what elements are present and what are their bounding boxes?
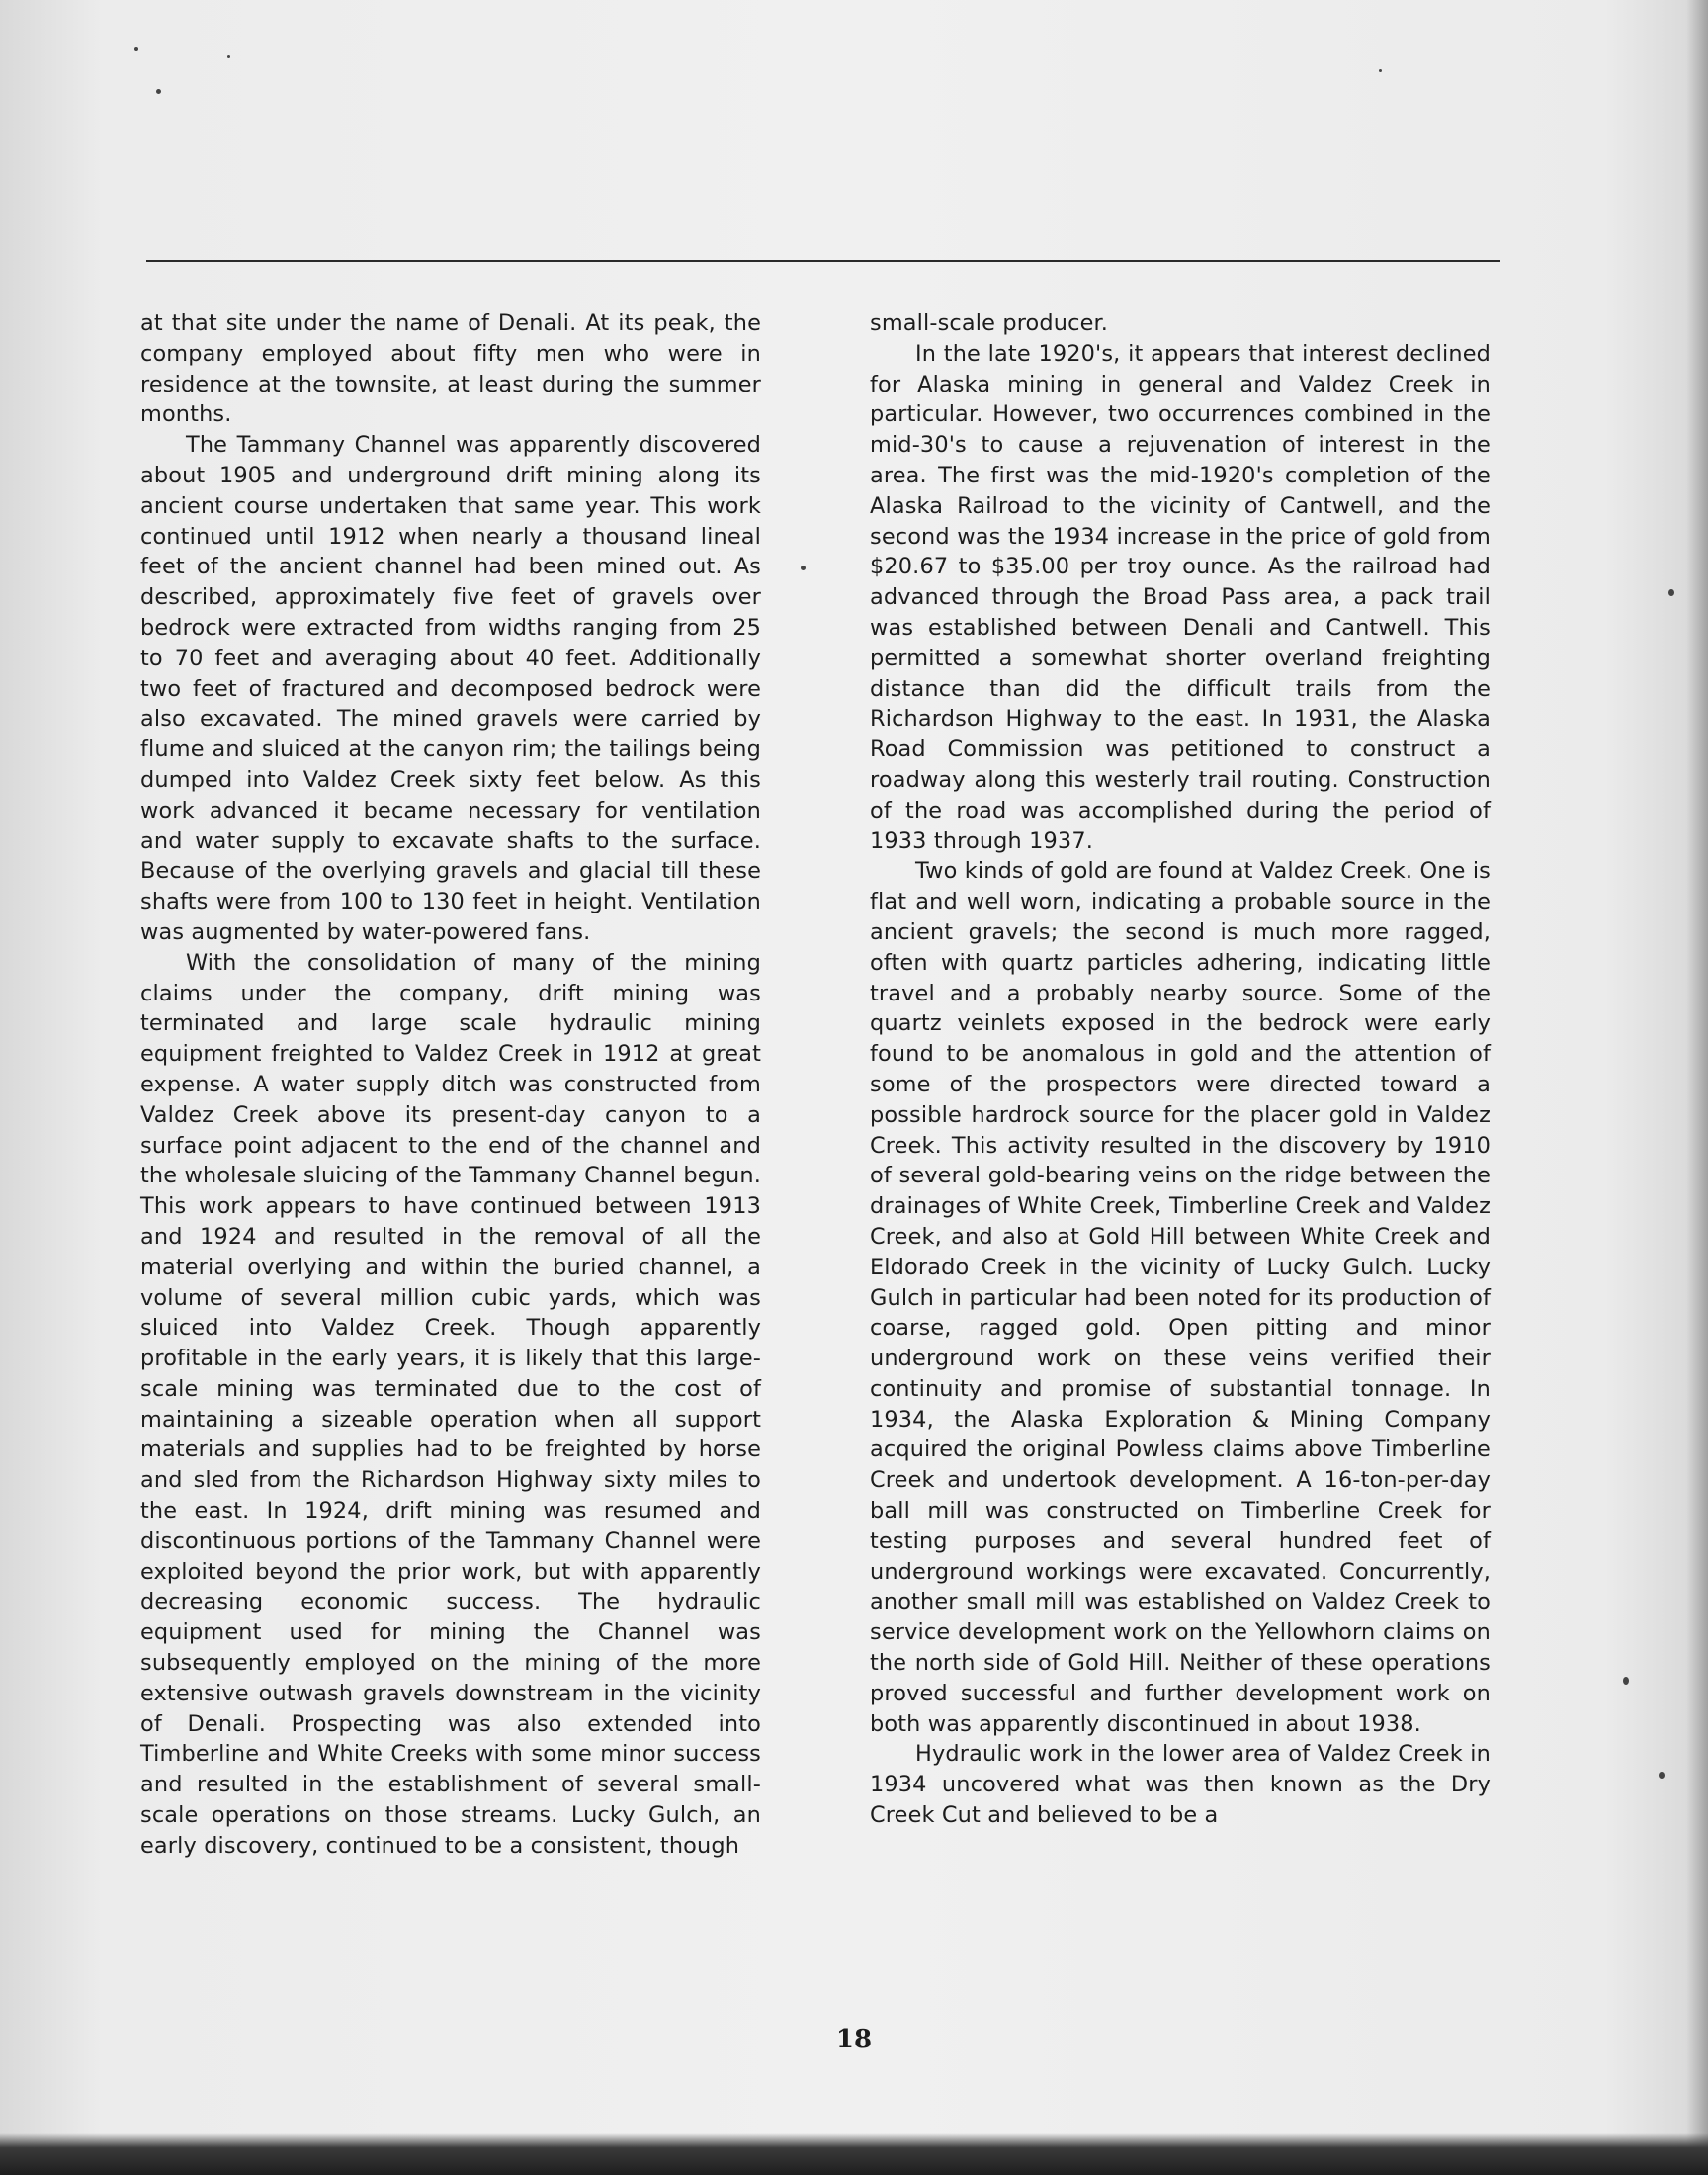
- scan-speck: [134, 47, 138, 51]
- scan-bottom-shadow: [0, 2133, 1708, 2175]
- scan-speck: [156, 89, 161, 94]
- text-column-right: [870, 308, 1491, 1831]
- scan-speck: [801, 566, 806, 570]
- scan-speck: [227, 55, 230, 58]
- paragraph: Hydraulic work in the lower area of Valdez Creek in 1934 uncovered what was then known as the Dry Creek Cut and believed to be a: [870, 1741, 1491, 1829]
- paragraph: In the late 1920's, it appears that interest declined for Alaska mining in general and Valdez Creek in particular. However, two occurrences combined in the mid-30's to cause a rejuvenation of interest in the area. The first was the mid-1920's completion of the Alaska Railroad to the vicinity of Cantwell, and the second was the 1934 increase in the price of gold from $20.67 to $35.00 per troy ounce. As the railroad had advanced through the Broad Pass area, a pack trail was established between Denali and Cantwell. This permitted a somewhat shorter overland freighting distance than did the difficult trails from the Richardson Highway to the east. In 1931, the Alaska Road Commission was petitioned to construct a roadway along this westerly trail routing. Construction of the road was accomplished during the period of 1933 through 1937.: [870, 340, 1491, 854]
- paragraph: small-scale producer.: [870, 310, 1109, 336]
- scan-speck: [1659, 1772, 1665, 1779]
- header-rule: [146, 260, 1500, 262]
- paragraph: Two kinds of gold are found at Valdez Creek. One is flat and well worn, indicating a probable source in the ancient gravels; the second is much more ragged, often with quartz particles adhering, indicating little travel and a probably nearby source. Some of the quartz veinlets exposed in the bedrock were early found to be anomalous in gold and the attention of some of the prospectors were directed toward a possible hardrock source for the placer gold in Valdez Creek. This activity resulted in the discovery by 1910 of several gold-bearing veins on the ridge between the drainages of White Creek, Timberline Creek and Valdez Creek, and also at Gold Hill between White Creek and Eldorado Creek in the vicinity of Lucky Gulch. Lucky Gulch in particular had been noted for its production of coarse, ragged gold. Open pitting and minor underground work on these veins verified their continuity and promise of substantial tonnage. In 1934, the Alaska Exploration & Mining Company acquired the original Powless claims above Timberline Creek and undertook development. A 16-ton-per-day ball mill was constructed on Timberline Creek for testing purposes and several hundred feet of underground workings were excavated. Concurrently, another small mill was established on Valdez Creek to service development work on the Yellowhorn claims on the north side of Gold Hill. Neither of these operations proved successful and further development work on both was apparently discontinued in about 1938.: [870, 858, 1491, 1737]
- paragraph: The Tammany Channel was apparently discovered about 1905 and underground drift mining along its ancient course undertaken that same year. This work continued until 1912 when nearly a thousand lineal feet of the ancient channel had been mined out. As described, approximately five feet of gravels over bedrock were extracted from widths ranging from 25 to 70 feet and averaging about 40 feet. Additionally two feet of fractured and decomposed bedrock were also excavated. The mined gravels were carried by flume and sluiced at the canyon rim; the tailings being dumped into Valdez Creek sixty feet below. As this work advanced it became necessary for ventilation and water supply to excavate shafts to the surface. Because of the overlying gravels and glacial till these shafts were from 100 to 130 feet in height. Ventilation was augmented by water-powered fans.: [140, 432, 761, 945]
- page-edge-shadow: [1686, 0, 1708, 2175]
- text-column-left: [140, 308, 761, 1862]
- page-number: 18: [835, 2025, 873, 2054]
- paragraph: at that site under the name of Denali. At its peak, the company employed about fifty men who were in residence at the townsite, at least during the summer months.: [140, 310, 761, 428]
- scan-speck: [1668, 589, 1674, 596]
- scan-speck: [1379, 69, 1382, 72]
- scan-speck: [1623, 1677, 1629, 1685]
- paragraph: With the consolidation of many of the mining claims under the company, drift mining was terminated and large scale hydraulic mining equipment freighted to Valdez Creek in 1912 at great expense. A water supply ditch was constructed from Valdez Creek above its present-day canyon to a surface point adjacent to the end of the channel and the wholesale sluicing of the Tammany Channel begun. This work appears to have continued between 1913 and 1924 and resulted in the removal of all the material overlying and within the buried channel, a volume of several million cubic yards, which was sluiced into Valdez Creek. Though apparently profitable in the early years, it is likely that this large-scale mining was terminated due to the cost of maintaining a sizeable operation when all support materials and supplies had to be freighted by horse and sled from the Richardson Highway sixty miles to the east. In 1924, drift mining was resumed and discontinuous portions of the Tammany Channel were exploited beyond the prior work, but with apparently decreasing economic success. The hydraulic equipment used for mining the Channel was subsequently employed on the mining of the more extensive outwash gravels downstream in the vicinity of Denali. Prospecting was also extended into Timberline and White Creeks with some minor success and resulted in the establishment of several small-scale operations on those streams. Lucky Gulch, an early discovery, continued to be a consistent, though: [140, 949, 761, 1859]
